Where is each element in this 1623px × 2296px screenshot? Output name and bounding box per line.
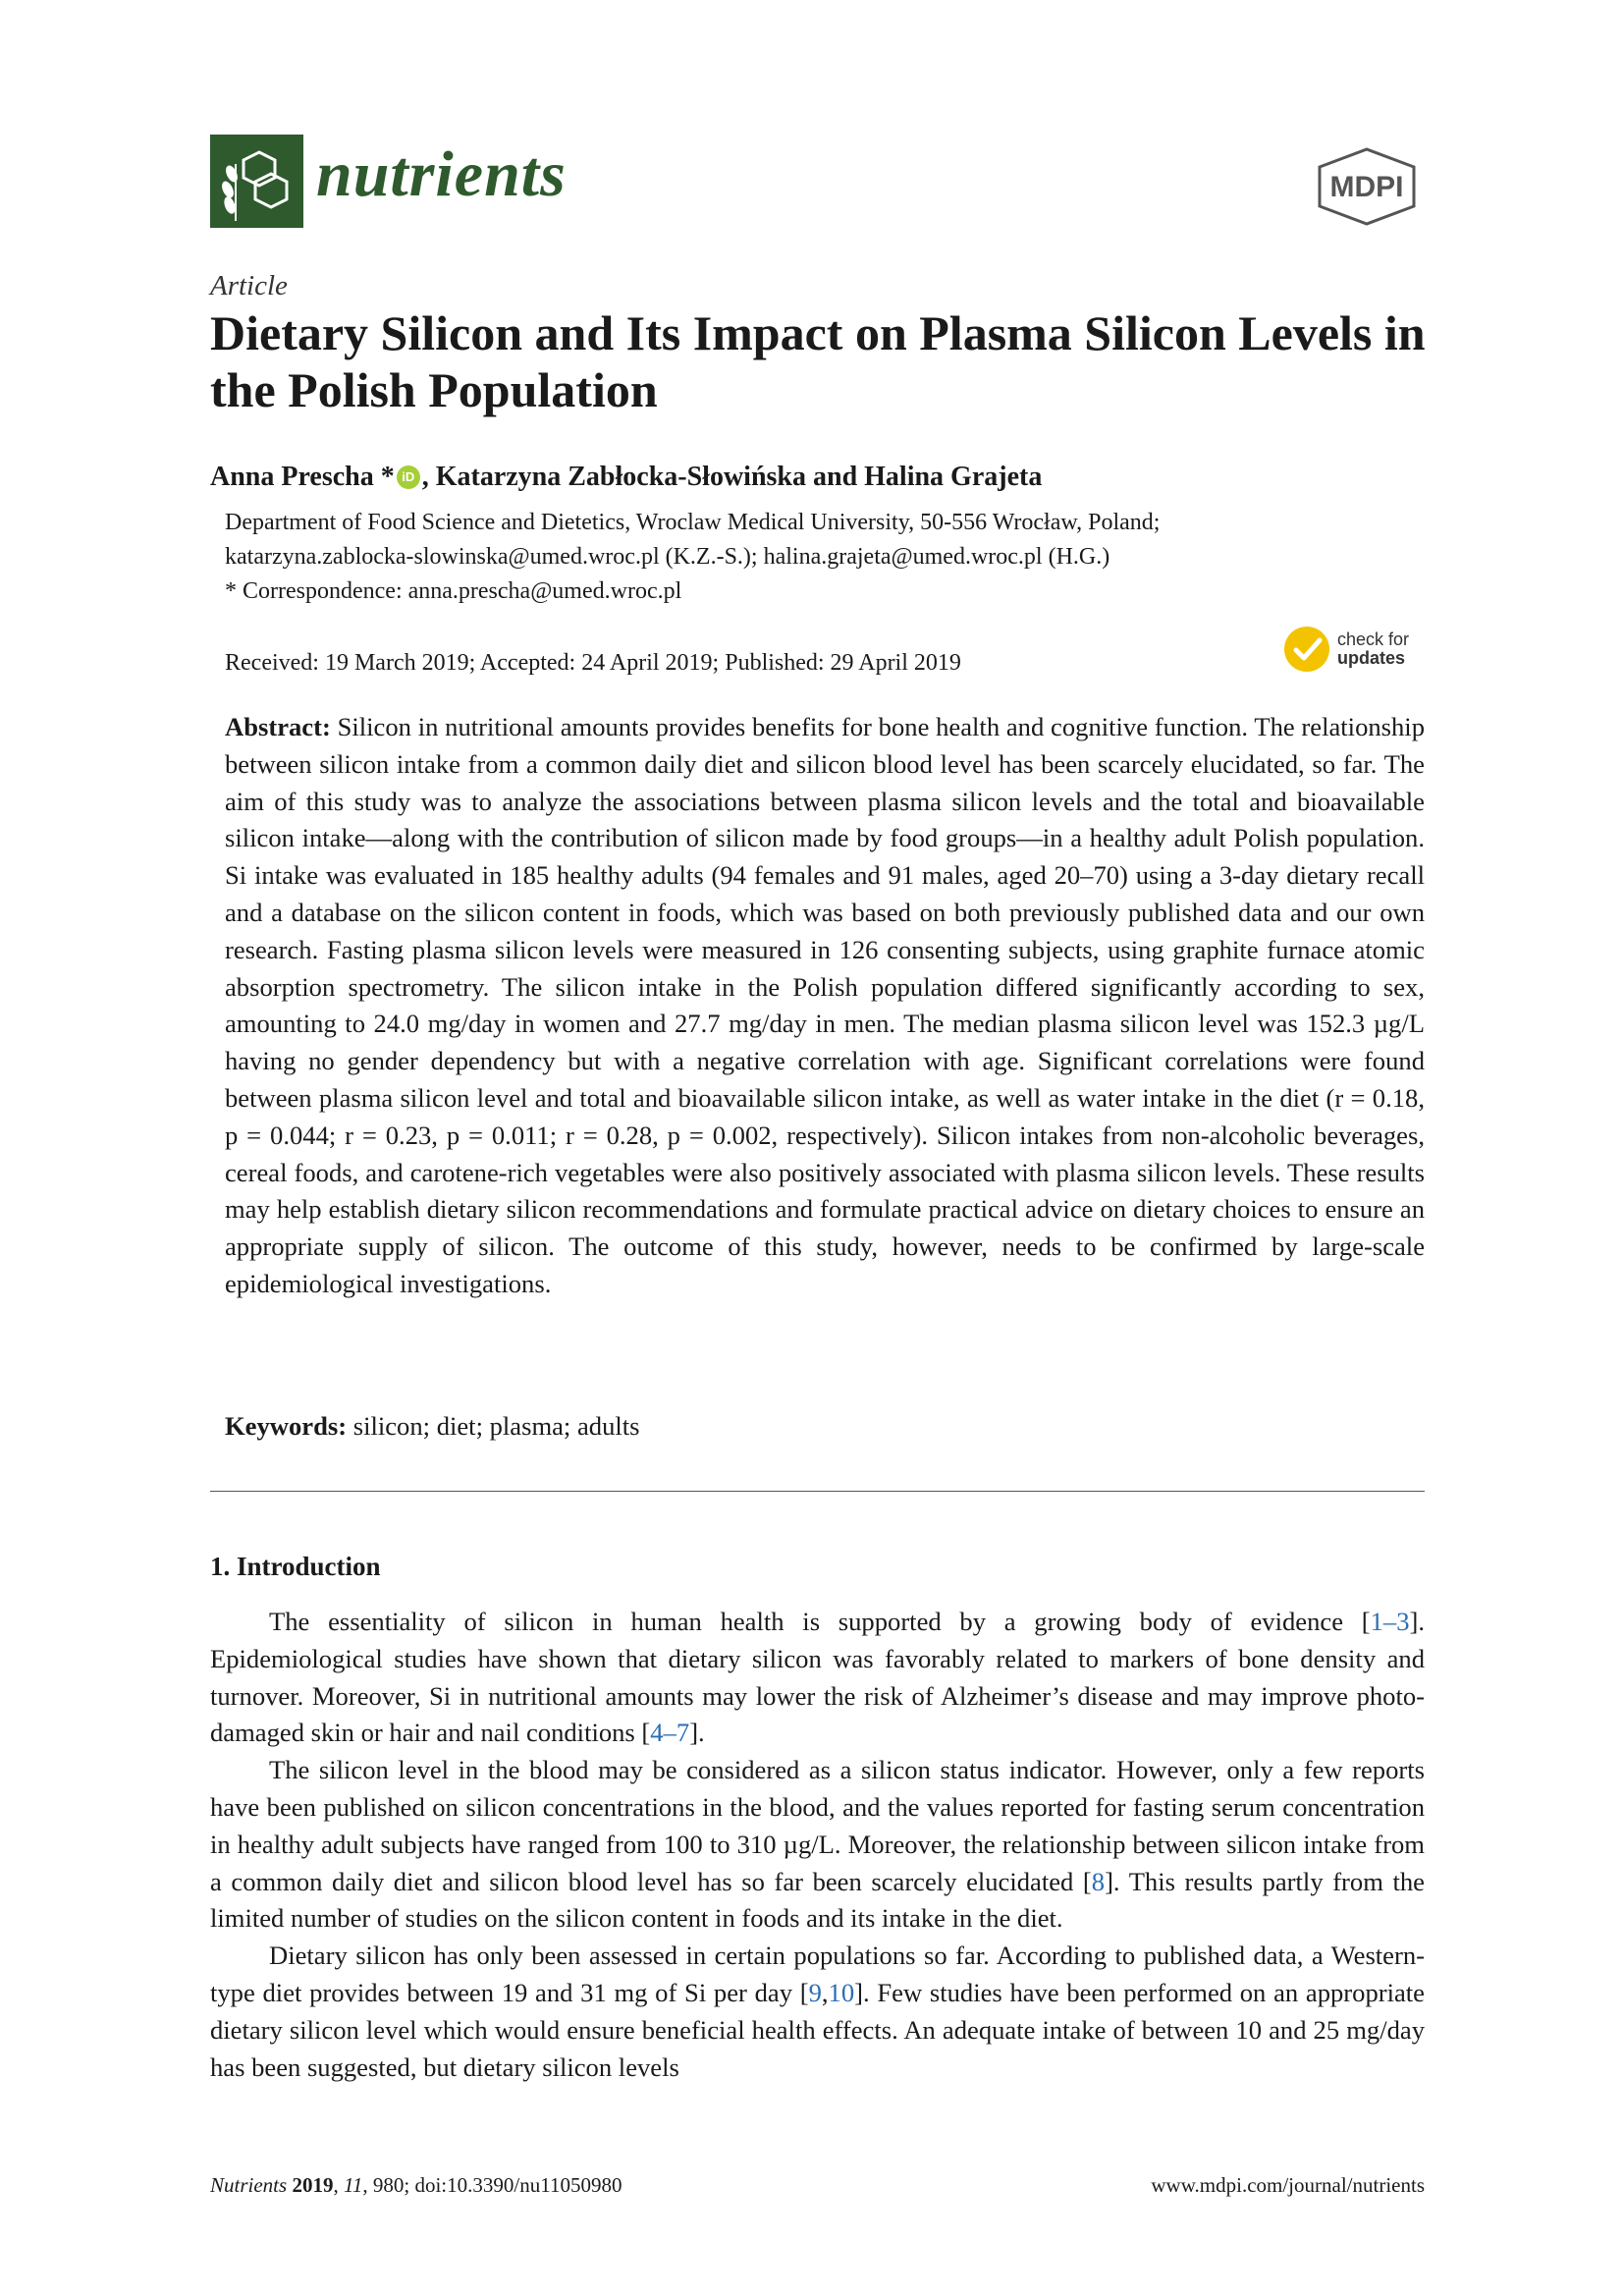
text-span: ]. Epidemiological studies have shown that dietary silicon was favorably related to markers of bone density and turnover. Moreover, Si in nutritional amounts may lower the risk of Alzheimer’s disease and may improve photo-damaged skin or hair and nail conditions [ [210,1607,1425,1748]
footer-citation: Nutrients 2019, 11, 980; doi:10.3390/nu11050980 [210,2173,622,2197]
affiliation-emails: katarzyna.zablocka-slowinska@umed.wroc.pl (K.Z.-S.); halina.grajeta@umed.wroc.pl (H.G.) [225,544,1110,570]
citation-link[interactable]: 10 [828,1977,855,2007]
introduction-body [210,1604,1425,2086]
publication-dates: Received: 19 March 2019; Accepted: 24 April 2019; Published: 29 April 2019 [225,650,961,676]
article-type: Article [210,270,288,301]
affiliation-line: Department of Food Science and Dietetics, Wroclaw Medical University, 50-556 Wrocław, Poland; [225,510,1161,535]
citation-link[interactable]: 1–3 [1370,1607,1410,1636]
orcid-icon[interactable]: iD [397,465,420,489]
keywords-label: Keywords: [225,1411,348,1441]
text-span: The silicon level in the blood may be considered as a silicon status indicator. However, only a few reports have been published on silicon concentrations in the blood, and the values reported for fasting serum concentration in healthy adult subjects have ranged from 100 to 310 µg/L. Moreover, the relationship between silicon intake from a common daily diet and silicon blood level has so far been scarcely elucidated [ [210,1755,1425,1896]
text-span: , [821,1977,829,2007]
text-span: ]. This results partly from the limited number of studies on the silicon content in foods and its intake in the diet. [210,1866,1425,1934]
citation-link[interactable]: 4–7 [650,1718,690,1748]
citation-link[interactable]: 8 [1091,1866,1106,1896]
journal-logo-icon [210,135,303,228]
section-divider [210,1491,1425,1492]
footer-doi: , 980; doi:10.3390/nu11050980 [362,2173,622,2197]
paragraph [210,1938,1425,2086]
footer-volume: 11 [343,2173,363,2197]
paragraph [210,1604,1425,1752]
other-authors: , Katarzyna Zabłocka-Słowińska and Halina Grajeta [421,462,1043,492]
footer-url-link[interactable]: www.mdpi.com/journal/nutrients [1151,2173,1425,2197]
text-span: The essentiality of silicon in human health is supported by a growing body of evidence [ [269,1607,1371,1636]
keywords [225,1411,640,1442]
paragraph [210,1752,1425,1938]
citation-link[interactable]: 9 [808,1977,822,2007]
footer-journal: Nutrients [210,2173,288,2197]
paper-title: Dietary Silicon and Its Impact on Plasma Silicon Levels in the Polish Population [210,305,1426,417]
first-author: Anna Prescha * [210,462,395,492]
publisher-name: MDPI [1329,171,1404,203]
abstract-label: Abstract: [225,712,331,741]
mdpi-logo-icon [1308,147,1426,226]
check-updates-line2: updates [1337,648,1406,668]
text-span: ]. [689,1718,705,1748]
author-list [210,462,1042,493]
footer-year: 2019 [292,2173,334,2197]
abstract [225,709,1425,1303]
text-span: ]. Few studies have been performed on an appropriate dietary silicon level which would ensure beneficial health effects. An adequate intake of between 10 and 25 mg/day has been suggested, but dietary silicon levels [210,1977,1425,2082]
journal-name: nutrients [316,138,567,210]
section-heading-introduction: 1. Introduction [210,1552,381,1581]
abstract-text: Silicon in nutritional amounts provides benefits for bone health and cognitive function. The relationship between silicon intake from a common daily diet and silicon blood level has been scarcely elucidated, so far. The aim of this study was to analyze the associations between plasma silicon levels and the total and bioavailable silicon intake—along with the contribution of silicon made by food groups—in a healthy adult Polish population. Si intake was evaluated in 185 healthy adults (94 females and 91 males, aged 20–70) using a 3-day dietary recall and a database on the silicon content in foods, which was based on both previously published data and our own research. Fasting plasma silicon levels were measured in 126 consenting subjects, using graphite furnace atomic absorption spectrometry. The silicon intake in the Polish population differed significantly according to sex, amounting to 24.0 mg/day in women and 27.7 mg/day in men. The median plasma silicon level was 152.3 µg/L having no gender dependency but with a negative correlation with age. Significant correlations were found between plasma silicon level and total and bioavailable silicon intake, as well as water intake in the diet (r = 0.18, p = 0.044; r = 0.23, p = 0.011; r = 0.28, p = 0.002, respectively). Silicon intakes from non-alcoholic beverages, cereal foods, and carotene-rich vegetables were also positively associated with plasma silicon levels. These results may help establish dietary silicon recommendations and formulate practical advice on dietary choices to ensure an appropriate supply of silicon. The outcome of this study, however, needs to be confirmed by large-scale epidemiological investigations. [225,712,1425,1298]
correspondence: * Correspondence: anna.prescha@umed.wroc.pl [225,578,682,604]
text-span: Dietary silicon has only been assessed in certain populations so far. According to published data, a Western-type diet provides between 19 and 31 mg of Si per day [ [210,1941,1425,2007]
checkmark-icon [1284,627,1329,672]
check-updates-line1: check for [1337,629,1410,649]
check-for-updates-button[interactable] [1284,627,1409,672]
keywords-text: silicon; diet; plasma; adults [347,1411,640,1441]
